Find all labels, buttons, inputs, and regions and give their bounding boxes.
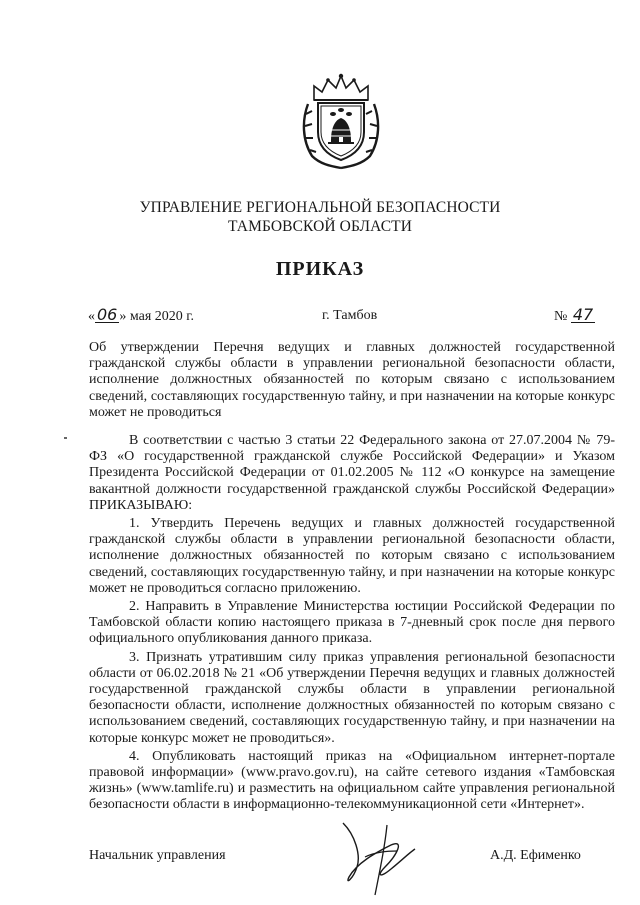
number-label: № — [554, 309, 568, 324]
signatory-title: Начальник управления — [89, 848, 226, 863]
organization-name — [0, 198, 640, 236]
organization-line-1: УПРАВЛЕНИЕ РЕГИОНАЛЬНОЙ БЕЗОПАСНОСТИ — [139, 199, 501, 216]
clause-4-paragraph: 4. Опубликовать настоящий приказ на «Официальном интернет-портале правовой информации» (www.pravo.gov.ru), на сайте сетевого издания «Тамбовская жизнь» (www.tamlife.ru) и разместить на официальном сайте управления региональной безопасности области в информационно-телекоммуникационной сети «Интернет». — [89, 748, 615, 813]
clause-2-paragraph: 2. Направить в Управление Министерства юстиции Российской Федерации по Тамбовской области копию настоящего приказа в 7-дневный срок после дня первого официального опубликования данного приказа. — [89, 599, 615, 647]
order-subject: Об утверждении Перечня ведущих и главных должностей государственной гражданской службы области в управлении региональной безопасности области, исполнение должностных обязанностей по которым связано с использованием сведений, составляющих государственную тайну, и при назначении на которые конкурс может не проводиться — [89, 340, 615, 420]
date-day-handwritten: 06 — [97, 305, 118, 324]
coat-of-arms-emblem — [300, 70, 382, 170]
scan-speck — [64, 437, 67, 439]
order-number — [554, 305, 595, 325]
handwritten-signature — [335, 805, 425, 900]
number-value-handwritten: 47 — [572, 305, 594, 324]
clause-3-paragraph: 3. Признать утратившим силу приказ управления региональной безопасности области от 06.02.2018 № 21 «Об утверждении Перечня ведущих и главных должностей государственной гражданской службы области в управлении региональной безопасности области, исполнение должностных обязанностей по которым связано с использованием сведений, составляющих государственную тайну, и при назначении на которые конкурс может не проводиться». — [89, 649, 615, 746]
organization-line-2: ТАМБОВСКОЙ ОБЛАСТИ — [228, 218, 412, 235]
clause-1-paragraph: 1. Утвердить Перечень ведущих и главных должностей государственной гражданской службы области в управлении региональной безопасности области, исполнение должностных обязанностей по которым связано с использованием сведений, составляющих государственную тайну, и при назначении на которые конкурс может не проводиться согласно приложению. — [89, 516, 615, 596]
order-city: г. Тамбов — [322, 308, 378, 323]
signatory-name: А.Д. Ефименко — [490, 848, 581, 863]
date-month-year: » мая 2020 г. — [119, 309, 194, 324]
order-body — [89, 433, 615, 816]
document-type-title: ПРИКАЗ — [275, 258, 365, 280]
order-date — [88, 305, 194, 325]
preamble-paragraph: В соответствии с частью 3 статьи 22 Федерального закона от 27.07.2004 № 79-ФЗ «О государственной гражданской службе Российской Федерации» и Указом Президента Российской Федерации от 01.02.2005 № 112 «О конкурсе на замещение вакантной должности государственной гражданской службы Российской Федерации» ПРИКАЗЫВАЮ: — [89, 433, 615, 513]
date-open-quote: « — [88, 309, 95, 324]
